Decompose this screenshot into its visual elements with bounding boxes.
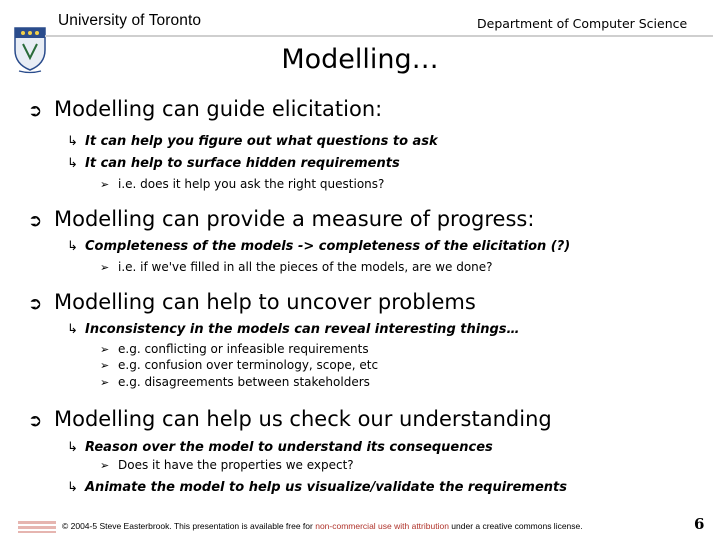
bullet-arrowhead-icon: ➢ <box>100 178 110 191</box>
bullet-arrow-icon: ↳ <box>67 134 78 149</box>
bullet-arrowhead-icon: ➢ <box>100 376 110 389</box>
bullet-arrow-icon: ➲ <box>28 294 43 314</box>
bullet-arrowhead-icon: ➢ <box>100 343 110 356</box>
point: ↳ Animate the model to help us visualize/validate the requirements <box>67 480 567 495</box>
sub-point: ➢ e.g. conflicting or infeasible requirements <box>100 342 369 356</box>
license-link[interactable]: non-commercial use with attribution <box>315 521 449 531</box>
bullet-arrow-icon: ↳ <box>67 156 78 171</box>
point: ↳ Reason over the model to understand its consequences <box>67 440 493 455</box>
sub-point: ➢ Does it have the properties we expect? <box>100 458 354 472</box>
bullet-arrowhead-icon: ➢ <box>100 459 110 472</box>
bullet-arrow-icon: ↳ <box>67 239 78 254</box>
section-heading: ➲ Modelling can provide a measure of progress: <box>28 207 535 231</box>
bullet-arrow-icon: ↳ <box>67 322 78 337</box>
page-number: 6 <box>694 515 705 533</box>
creative-commons-logo <box>18 519 58 533</box>
header-rule <box>45 35 713 37</box>
sub-point: ➢ i.e. if we've filled in all the pieces of the models, are we done? <box>100 260 493 274</box>
slide-title: Modelling… <box>281 44 439 75</box>
point: ↳ Completeness of the models -> completeness of the elicitation (?) <box>67 239 571 254</box>
sub-point: ➢ i.e. does it help you ask the right questions? <box>100 177 385 191</box>
sub-point: ➢ e.g. disagreements between stakeholders <box>100 375 370 389</box>
sub-point: ➢ e.g. confusion over terminology, scope, etc <box>100 358 379 372</box>
point: ↳ It can help you figure out what questions to ask <box>67 134 438 149</box>
bullet-arrow-icon: ➲ <box>28 411 43 431</box>
section-heading: ➲ Modelling can help us check our understanding <box>28 407 552 431</box>
point: ↳ Inconsistency in the models can reveal interesting things… <box>67 322 520 337</box>
bullet-arrowhead-icon: ➢ <box>100 261 110 274</box>
point: ↳ It can help to surface hidden requirements <box>67 156 400 171</box>
bullet-arrowhead-icon: ➢ <box>100 359 110 372</box>
bullet-arrow-icon: ↳ <box>67 440 78 455</box>
copyright-notice: © 2004-5 Steve Easterbrook. This presentation is available free for non-commercial use with attribution under a creative commons license. <box>62 521 583 531</box>
section-heading: ➲ Modelling can help to uncover problems <box>28 290 476 314</box>
department-name: Department of Computer Science <box>477 16 688 31</box>
section-heading: ➲ Modelling can guide elicitation: <box>28 97 383 121</box>
university-name: University of Toronto <box>58 12 202 29</box>
bullet-arrow-icon: ➲ <box>28 211 43 231</box>
bullet-arrow-icon: ↳ <box>67 480 78 495</box>
bullet-arrow-icon: ➲ <box>28 101 43 121</box>
